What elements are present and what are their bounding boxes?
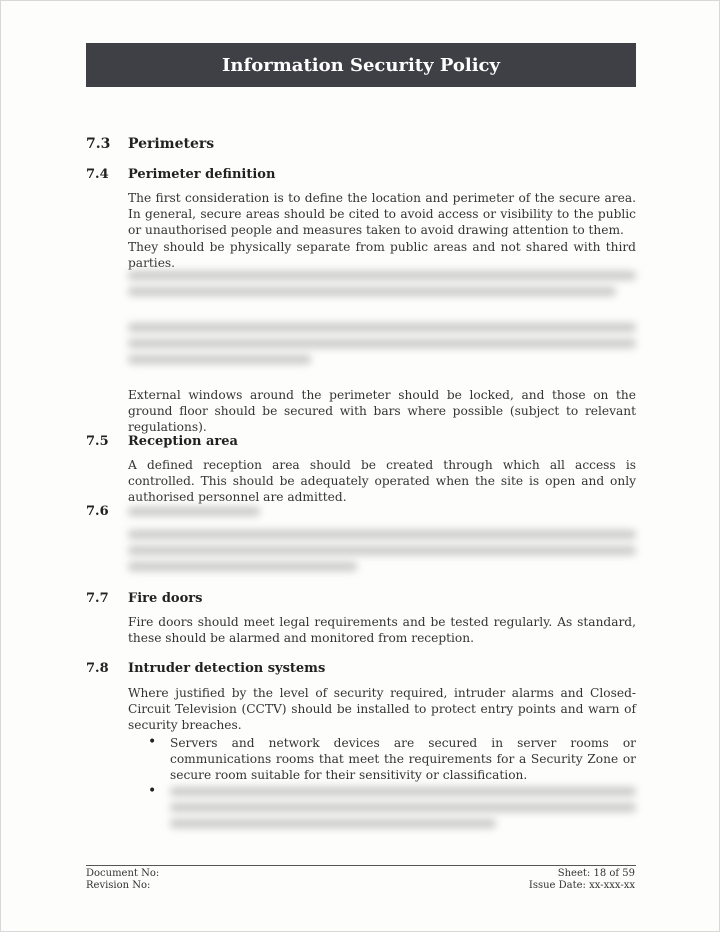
section-number: 7.7 [86,591,109,606]
section-title: Fire doors [128,591,203,606]
redacted-paragraph [128,271,636,303]
revision-number: Revision No: [86,880,151,891]
paragraph: The first consideration is to define the location and perimeter of the secure area. In general, secure areas should be cited to avoid access or visibility to the public or unauthorised people and measures taken to avoid drawing attention to them. [128,191,636,238]
list-item: Servers and network devices are secured in server rooms or communications rooms that meet the requirements for a Security Zone or secure room suitable for their sensitivity or classification. [170,736,636,783]
document-number: Document No: [86,868,160,879]
section-title: Reception area [128,434,238,449]
redacted-list-item [170,787,636,835]
bullet-marker: • [148,734,157,750]
paragraph: Where justified by the level of security required, intruder alarms and Closed-Circuit Television (CCTV) should be installed to protect entry points and warn of security breaches. [128,686,636,733]
paragraph: Fire doors should meet legal requirements and be tested regularly. As standard, these should be alarmed and monitored from reception. [128,615,636,646]
page-title-text: Information Security Policy [222,54,500,76]
bullet-marker: • [148,783,157,799]
section-number: 7.8 [86,661,109,676]
section-number: 7.3 [86,136,111,152]
redacted-paragraph [128,323,636,371]
section-title: Perimeters [128,136,215,152]
section-title: Perimeter definition [128,167,276,182]
paragraph: External windows around the perimeter should be locked, and those on the ground floor should be secured with bars where possible (subject to relevant regulations). [128,388,636,435]
section-title: Intruder detection systems [128,661,326,676]
sheet-number: Sheet: 18 of 59 [557,868,635,879]
page-title [86,43,636,87]
paragraph: They should be physically separate from public areas and not shared with third parties. [128,240,636,271]
section-number: 7.5 [86,434,109,449]
redacted-section [128,507,636,578]
paragraph: A defined reception area should be created through which all access is controlled. This should be adequately operated when the site is open and only authorised personnel are admitted. [128,458,636,505]
section-number: 7.6 [86,504,109,519]
section-number: 7.4 [86,167,109,182]
footer-divider [86,865,636,866]
issue-date: Issue Date: xx-xxx-xx [528,880,635,891]
